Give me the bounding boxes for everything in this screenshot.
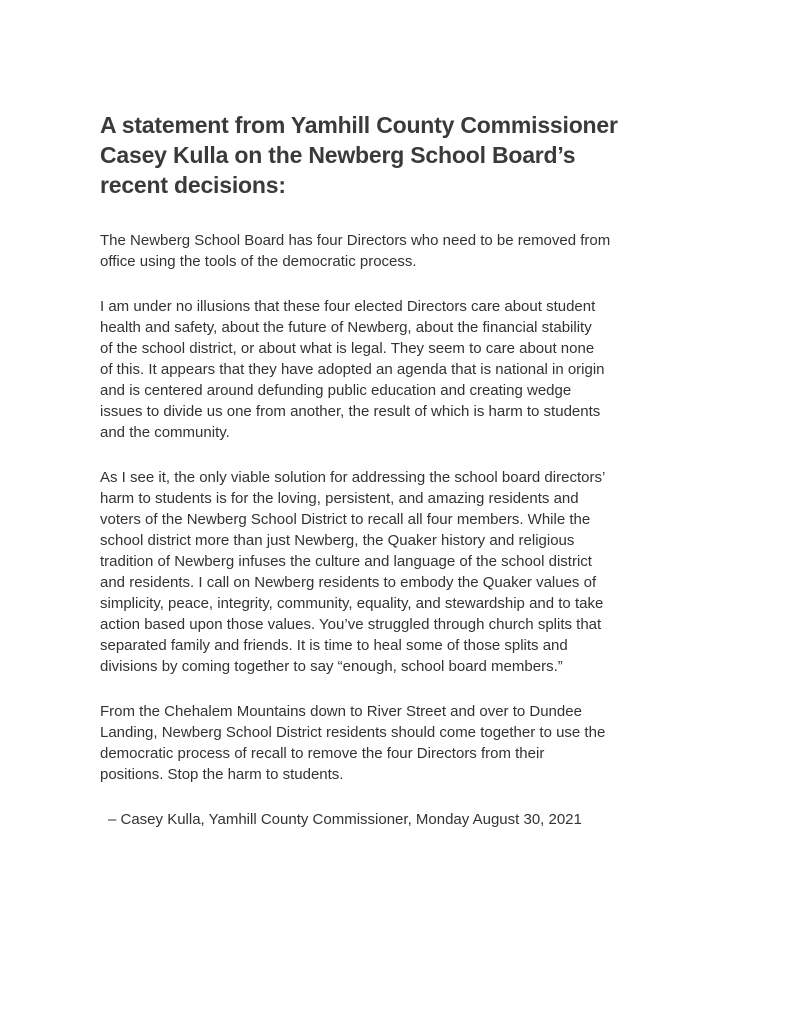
text-line: From the Chehalem Mountains down to River Street and over to Dundee [100,703,582,720]
text-line: and the community. [100,424,230,441]
text-line: of the school district, or about what is legal. They seem to care about none [100,340,595,357]
text-line: As I see it, the only viable solution for addressing the school board directors’ [100,469,606,486]
text-line: I am under no illusions that these four elected Directors care about student [100,298,596,315]
text-line: separated family and friends. It is time to heal some of those splits and [100,637,568,654]
paragraph-3 [100,467,691,677]
paragraph-4 [100,701,691,785]
text-line: democratic process of recall to remove the four Directors from their [100,745,545,762]
paragraph-2 [100,296,691,443]
text-line: issues to divide us one from another, the result of which is harm to students [100,403,601,420]
text-line: of this. It appears that they have adopted an agenda that is national in origin [100,361,605,378]
text-line: simplicity, peace, integrity, community, equality, and stewardship and to take [100,595,604,612]
text-line: action based upon those values. You’ve struggled through church splits that [100,616,602,633]
text-line: tradition of Newberg infuses the culture and language of the school district [100,553,592,570]
paragraph-1 [100,230,691,272]
title-line: A statement from Yamhill County Commissioner [100,112,618,138]
text-line: Landing, Newberg School District residents should come together to use the [100,724,606,741]
text-line: office using the tools of the democratic process. [100,253,417,270]
text-line: and is centered around defunding public education and creating wedge [100,382,572,399]
text-line: harm to students is for the loving, persistent, and amazing residents and [100,490,579,507]
text-line: and residents. I call on Newberg residents to embody the Quaker values of [100,574,597,591]
text-line: The Newberg School Board has four Directors who need to be removed from [100,232,611,249]
statement-title [100,110,691,200]
text-line: voters of the Newberg School District to recall all four members. While the [100,511,591,528]
text-line: divisions by coming together to say “enough, school board members.” [100,658,563,675]
signature-line: – Casey Kulla, Yamhill County Commissioner, Monday August 30, 2021 [108,811,582,828]
title-line: Casey Kulla on the Newberg School Board’s [100,142,576,168]
title-line: recent decisions: [100,172,286,198]
text-line: school district more than just Newberg, the Quaker history and religious [100,532,575,549]
text-line: health and safety, about the future of Newberg, about the financial stability [100,319,592,336]
text-line: positions. Stop the harm to students. [100,766,344,783]
